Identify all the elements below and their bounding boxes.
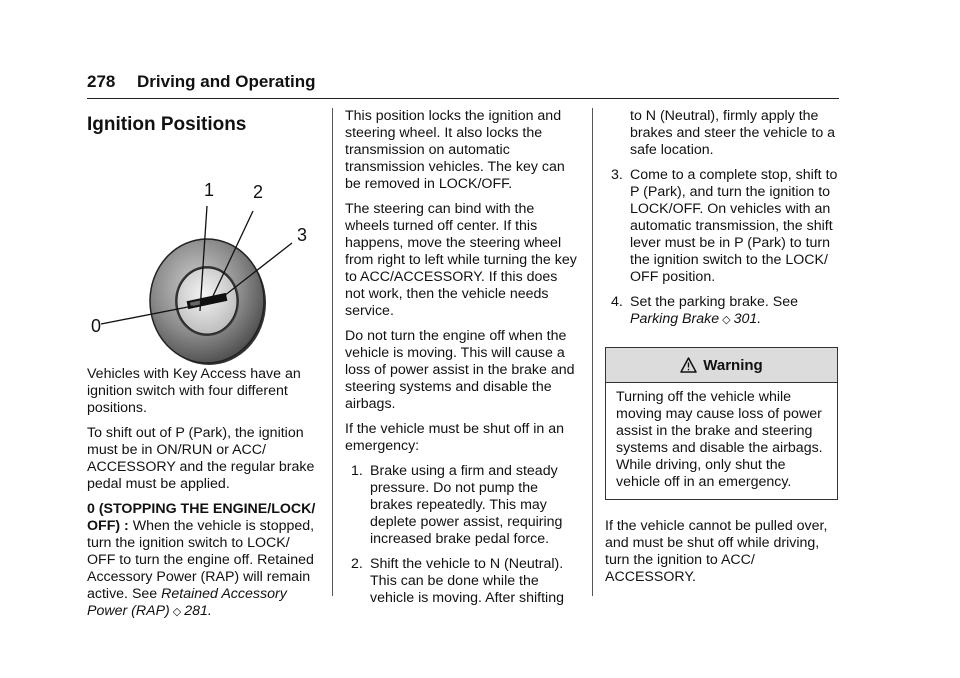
paragraph: If the vehicle must be shut off in an emergency: bbox=[345, 421, 564, 454]
header-rule bbox=[87, 98, 839, 99]
paragraph: This position locks the ignition and steering wheel. It also locks the transmission on automatic transmission vehicles. The key can be removed in LOCK/OFF. bbox=[345, 108, 565, 192]
step-number: 1. bbox=[351, 463, 363, 479]
step-number: 3. bbox=[611, 167, 623, 183]
list-item bbox=[605, 294, 840, 329]
paragraph: If the vehicle cannot be pulled over, and must be shut off while driving, turn the ignition to ACC/ ACCESSORY. bbox=[605, 518, 828, 585]
page-header bbox=[87, 70, 839, 100]
page-heading: Ignition Positions bbox=[87, 114, 247, 135]
list-item bbox=[345, 463, 580, 548]
page-reference-icon: ◇ bbox=[172, 606, 182, 618]
warning-box bbox=[605, 347, 838, 500]
warning-body: Turning off the vehicle while moving may cause loss of power assist in the brake and steering systems and disable the airbags. While driving, only shut the vehicle off in an emergency. bbox=[616, 389, 823, 490]
column-left bbox=[87, 108, 321, 629]
position-label-3: 3 bbox=[297, 225, 308, 245]
term-label: 0 (STOPPING THE ENGINE/LOCK/ OFF) : bbox=[87, 501, 316, 534]
warning-triangle-icon bbox=[680, 357, 697, 373]
paragraph: The steering can bind with the wheels turned off center. If this happens, move the steering wheel from right to left while turning the key to ACC/ACCESSORY. If this does not work, then the vehicle needs service. bbox=[345, 201, 577, 319]
warning-title: Warning bbox=[703, 356, 763, 374]
stopping-engine-paragraph bbox=[87, 501, 321, 621]
ignition-diagram bbox=[87, 136, 321, 366]
paragraph-text: When the vehicle is stopped, turn the ignition switch to LOCK/ OFF to turn the engine off. Retained Accessory Power (RAP) will remain active. See bbox=[87, 518, 315, 602]
step-number: 2. bbox=[351, 556, 363, 572]
emergency-steps-list-continued bbox=[605, 167, 840, 329]
page-reference-icon: ◇ bbox=[722, 314, 731, 326]
emergency-steps-list bbox=[345, 463, 580, 607]
ignition-switch-illustration bbox=[87, 136, 321, 366]
step-text: Come to a complete stop, shift to P (Park), and turn the ignition to LOCK/OFF. On vehicles with an automatic transmission, the shift lever must be in P (Park) to turn the ignition switch to the LOCK/ OFF position. bbox=[630, 167, 838, 285]
column-middle bbox=[345, 108, 580, 615]
paragraph: Vehicles with Key Access have an ignition switch with four different positions. bbox=[87, 366, 301, 416]
step-continuation: to N (Neutral), firmly apply the brakes and steer the vehicle to a safe location. bbox=[630, 108, 836, 158]
step-text: Brake using a firm and steady pressure. Do not pump the brakes repeatedly. This may deplete power assist, requiring increased brake pedal force. bbox=[370, 463, 563, 547]
position-label-1: 1 bbox=[204, 180, 215, 200]
step-text: Shift the vehicle to N (Neutral). This can be done while the vehicle is moving. After shifting bbox=[370, 556, 564, 606]
cross-reference-link[interactable]: Parking Brake bbox=[630, 311, 720, 327]
position-label-2: 2 bbox=[253, 182, 264, 202]
position-label-0: 0 bbox=[91, 316, 102, 336]
page-reference[interactable]: 281. bbox=[184, 603, 212, 619]
list-item bbox=[345, 556, 580, 607]
page-number: 278 bbox=[87, 72, 116, 91]
step-text: Set the parking brake. See bbox=[630, 294, 798, 310]
step-number: 4. bbox=[611, 294, 623, 310]
column-divider bbox=[592, 108, 593, 596]
column-divider bbox=[332, 108, 333, 596]
paragraph: Do not turn the engine off when the vehicle is moving. This will cause a loss of power assist in the brake and steering systems and disable the airbags. bbox=[345, 328, 575, 412]
page-reference[interactable]: 301. bbox=[733, 311, 762, 327]
cross-reference-link[interactable]: Retained Accessory Power (RAP) bbox=[87, 586, 287, 619]
column-right bbox=[605, 108, 840, 594]
section-title: Driving and Operating bbox=[137, 72, 316, 91]
list-item bbox=[605, 167, 840, 286]
warning-header bbox=[606, 348, 837, 383]
paragraph: To shift out of P (Park), the ignition must be in ON/RUN or ACC/ ACCESSORY and the regular brake pedal must be applied. bbox=[87, 425, 315, 492]
